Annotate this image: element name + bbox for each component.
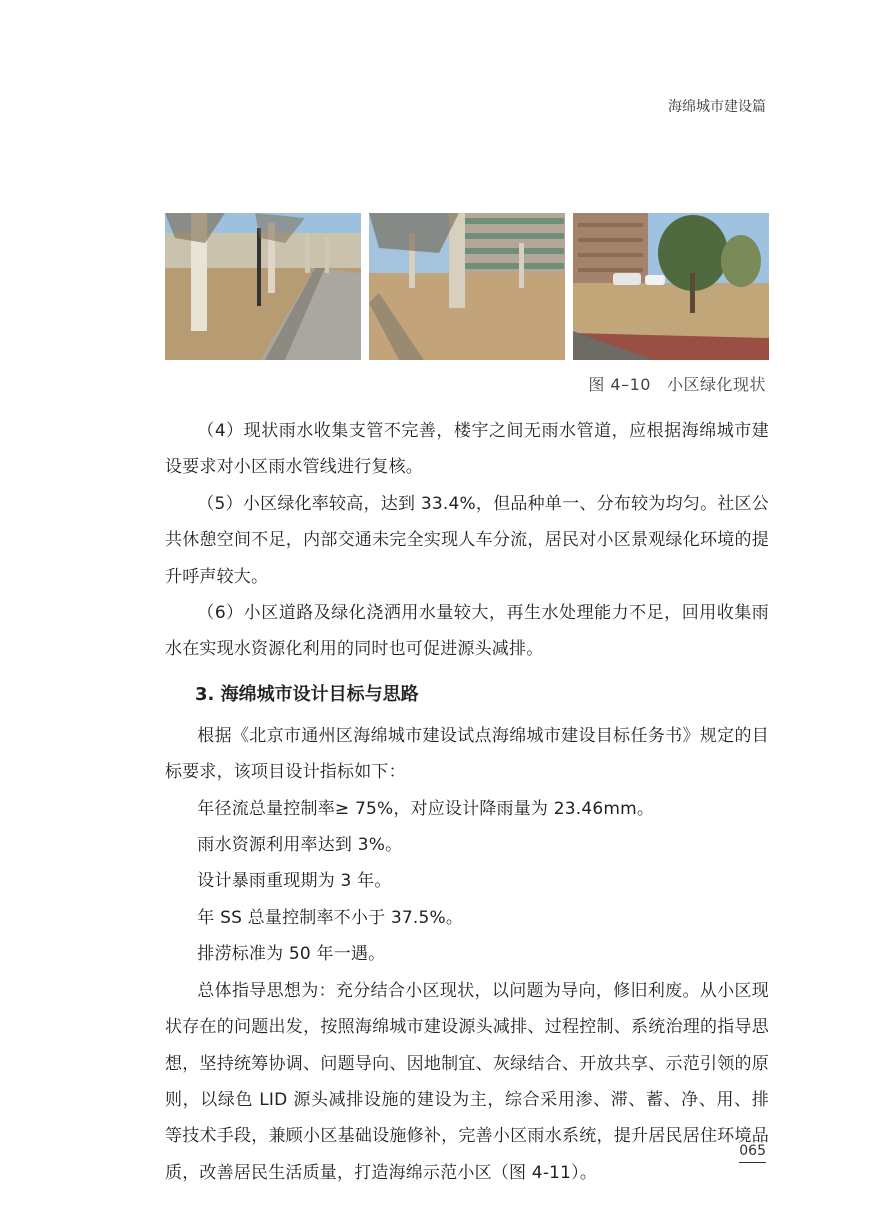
figure-number: 图 4–10 <box>588 375 651 394</box>
target-item: 年 SS 总量控制率不小于 37.5%。 <box>197 907 464 928</box>
section-intro: 根据《北京市通州区海绵城市建设试点海绵城市建设目标任务书》规定的目标要求，该项目设计指标如下： <box>165 725 769 783</box>
target-item: 年径流总量控制率≥ 75%，对应设计降雨量为 23.46mm。 <box>197 798 655 819</box>
figure-photos <box>165 213 769 360</box>
tree-lined-path-photo <box>165 213 361 360</box>
paragraph-5: （5）小区绿化率较高，达到 33.4%，但品种单一、分布较为均匀。社区公共休憩空间不足，内部交通未完全实现人车分流，居民对小区景观绿化环境的提升呼声较大。 <box>165 493 769 587</box>
figure-caption <box>588 372 766 395</box>
paragraph-6: （6）小区道路及绿化浇洒用水量较大，再生水处理能力不足，回用收集雨水在实现水资源化利用的同时也可促进源头减排。 <box>165 603 769 660</box>
guidance-paragraph: 总体指导思想为：充分结合小区现状，以问题为导向，修旧利废。从小区现状存在的问题出发，按照海绵城市建设源头减排、过程控制、系统治理的指导思想，坚持统筹协调、问题导向、因地制宜、灰绿结合、开放共享、示范引领的原则，以绿色 LID 源头减排设施的建设为主，综合采用渗、滞、蓄、净、用、排等技术手段，兼顾小区基础设施修补，完善小区雨水系统，提升居民居住环境品质，改善居民生活质量，打造海绵示范小区（图 4-11）。 <box>165 980 769 1183</box>
roadside-green-photo <box>573 213 769 360</box>
paragraph-4: （4）现状雨水收集支管不完善，楼宇之间无雨水管道，应根据海绵城市建设要求对小区雨水管线进行复核。 <box>165 421 769 478</box>
building-green-area-photo <box>369 213 565 360</box>
running-header: 海绵城市建设篇 <box>668 99 766 115</box>
figure-title: 小区绿化现状 <box>666 375 766 394</box>
page-number: 065 <box>739 1143 766 1163</box>
target-item: 排涝标准为 50 年一遇。 <box>197 944 386 965</box>
body-text <box>165 413 769 1191</box>
section-title: 3. 海绵城市设计目标与思路 <box>195 683 419 705</box>
target-item: 设计暴雨重现期为 3 年。 <box>197 871 392 892</box>
target-item: 雨水资源利用率达到 3%。 <box>197 835 403 856</box>
